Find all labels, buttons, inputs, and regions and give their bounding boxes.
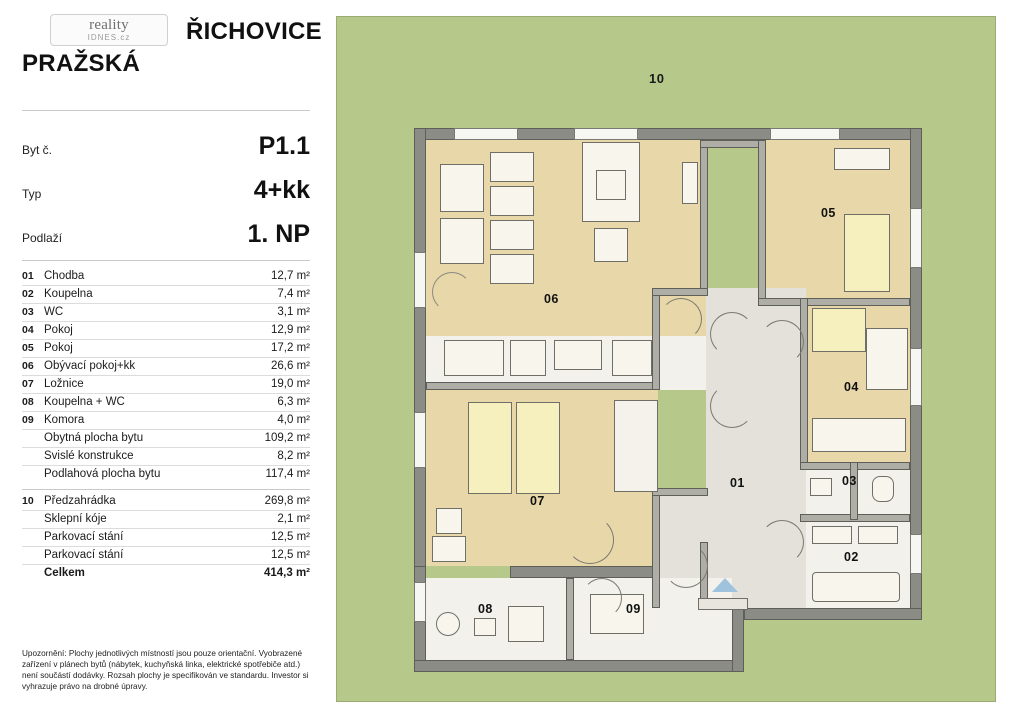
window-right-3 — [910, 534, 922, 574]
room-area: 4,0 m² — [277, 414, 310, 426]
wardrobe-04 — [866, 328, 908, 390]
extra-name: Sklepní kóje — [44, 513, 107, 525]
door-arc-4 — [710, 312, 754, 356]
room-area: 12,9 m² — [271, 324, 310, 336]
door-arc-9 — [582, 578, 622, 618]
window-right-1 — [910, 208, 922, 268]
table-row-extra — [22, 547, 310, 565]
door-arc-7 — [760, 520, 804, 564]
nightstand-07 — [436, 508, 462, 534]
entrance-marker-icon — [712, 578, 738, 592]
wardrobe-07 — [432, 536, 466, 562]
bed-05 — [844, 214, 890, 292]
bed-07-right — [516, 402, 560, 494]
room-name: WC — [44, 306, 64, 318]
table-row — [22, 340, 310, 358]
table-row — [22, 268, 310, 286]
room-number: 04 — [22, 324, 34, 336]
room-area: 26,6 m² — [271, 360, 310, 372]
logo-text-primary: reality — [89, 17, 129, 33]
bath-basin-1 — [812, 526, 852, 544]
extra-name: Předzahrádka — [44, 495, 116, 507]
summary-unit-value: P1.1 — [258, 132, 310, 160]
room-area: 19,0 m² — [271, 378, 310, 390]
wall-inner-4 — [758, 298, 910, 306]
shelf-04 — [812, 418, 906, 452]
room-number: 08 — [22, 396, 34, 408]
room-number: 09 — [22, 414, 34, 426]
total-area: 8,2 m² — [277, 450, 310, 462]
table-row — [22, 358, 310, 376]
coffee-table — [490, 254, 534, 284]
sofa-seat-3 — [490, 220, 534, 250]
room-number: 01 — [22, 270, 34, 282]
room-number: 03 — [22, 306, 34, 318]
summary-type-label: Typ — [22, 187, 42, 201]
wall-inner-12 — [652, 488, 660, 608]
room-name: Chodba — [44, 270, 85, 282]
table-row-extra — [22, 511, 310, 529]
summary-type — [22, 176, 310, 205]
room-number: 06 — [22, 360, 34, 372]
total-area: 109,2 m² — [264, 432, 310, 444]
cooktop — [444, 340, 504, 376]
basin-08 — [474, 618, 496, 636]
room-name: Pokoj — [44, 342, 73, 354]
info-panel — [0, 0, 336, 717]
room-number: 02 — [22, 288, 34, 300]
page-title-line1: ŘICHOVICE — [185, 18, 322, 45]
table-row-total — [22, 448, 310, 466]
room-name: Pokoj — [44, 324, 73, 336]
room-area-table — [22, 268, 310, 582]
extra-area: 2,1 m² — [277, 513, 310, 525]
door-arc-8 — [664, 544, 708, 588]
summary-unit-label: Byt č. — [22, 143, 53, 157]
table-row — [22, 322, 310, 340]
tv-panel — [596, 170, 626, 200]
room-name: Ložnice — [44, 378, 84, 390]
room-label-07: 07 — [530, 494, 545, 508]
summary-floor-value: 1. NP — [247, 220, 310, 248]
summary-floor-label: Podlaží — [22, 231, 63, 245]
table-row — [22, 412, 310, 430]
disclaimer-text: Upozornění: Plochy jednotlivých místností jsou pouze orientační. Vyobrazené zařízení v plánech bytů (nábytek, kuchyňská linka, elektrické spotřebiče atd.) není součástí dodávky. Rozsah plochy je specifikován ve standardu. Investor si vyhrazuje právo na drobné úpravy. — [22, 649, 309, 692]
wc-basin — [810, 478, 832, 496]
armchair-2 — [440, 218, 484, 264]
counter — [554, 340, 602, 370]
wall-inner-9 — [426, 382, 660, 390]
room-name: Komora — [44, 414, 85, 426]
fridge — [612, 340, 652, 376]
wall-left — [414, 128, 426, 578]
room-label-01: 01 — [730, 476, 745, 490]
room-area: 7,4 m² — [277, 288, 310, 300]
wc-toilet — [872, 476, 894, 502]
room-area: 17,2 m² — [271, 342, 310, 354]
table-row — [22, 394, 310, 412]
room-name: Koupelna + WC — [44, 396, 125, 408]
side-table — [594, 228, 628, 262]
table-row — [22, 376, 310, 394]
desk-05 — [834, 148, 890, 170]
wc-08 — [508, 606, 544, 642]
summary-floor — [22, 220, 310, 249]
wall-inner-1 — [700, 140, 708, 290]
total-name: Podlahová plocha bytu — [44, 468, 161, 480]
entrance-step — [698, 598, 748, 610]
sofa-seat-1 — [490, 152, 534, 182]
room-name: Koupelna — [44, 288, 93, 300]
wall-bottom-left — [414, 660, 744, 672]
table-row — [22, 304, 310, 322]
window-top-1 — [454, 128, 518, 140]
door-arc-1 — [432, 272, 472, 312]
window-top-2 — [574, 128, 638, 140]
room-label-05: 05 — [821, 206, 836, 220]
shower-08 — [436, 612, 460, 636]
bathtub — [812, 572, 900, 602]
room-area: 6,3 m² — [277, 396, 310, 408]
sink — [510, 340, 546, 376]
room-label-09: 09 — [626, 602, 641, 616]
extra-name: Parkovací stání — [44, 549, 124, 561]
room-area: 12,7 m² — [271, 270, 310, 282]
total-name: Obytná plocha bytu — [44, 432, 144, 444]
summary-unit — [22, 132, 310, 161]
window-left-3 — [414, 582, 426, 622]
window-right-2 — [910, 348, 922, 406]
door-arc-3 — [566, 516, 614, 564]
room-label-08: 08 — [478, 602, 493, 616]
room-label-04: 04 — [844, 380, 859, 394]
table-row-extra — [22, 529, 310, 547]
door-arc-5 — [710, 384, 754, 428]
total-area: 117,4 m² — [265, 468, 310, 480]
bath-basin-2 — [858, 526, 898, 544]
sofa-seat-2 — [490, 186, 534, 216]
wall-inner-11 — [652, 288, 708, 296]
table-row — [22, 286, 310, 304]
room-area: 3,1 m² — [277, 306, 310, 318]
room-number: 05 — [22, 342, 34, 354]
window-top-3 — [770, 128, 840, 140]
bed-04 — [812, 308, 866, 352]
stairs — [614, 400, 658, 492]
table-row-grand-total — [22, 565, 310, 582]
window-left-2 — [414, 412, 426, 468]
total-name: Svislé konstrukce — [44, 450, 134, 462]
armchair-1 — [440, 164, 484, 212]
wall-inner-14 — [566, 578, 574, 660]
summary-type-value: 4+kk — [253, 176, 310, 204]
logo-text-secondary: IDNES.cz — [87, 33, 131, 42]
garden-label: 10 — [649, 71, 665, 86]
room-label-02: 02 — [844, 550, 859, 564]
table-row-extra — [22, 489, 310, 511]
extra-area: 12,5 m² — [271, 549, 310, 561]
wall-inner-5 — [800, 298, 808, 468]
door-arc-2 — [660, 298, 702, 340]
table-row-total — [22, 466, 310, 483]
table-row-total — [22, 430, 310, 448]
floorplan-graphic — [336, 16, 1008, 702]
extra-area: 12,5 m² — [271, 531, 310, 543]
page-title-line2: PRAŽSKÁ — [22, 50, 141, 77]
divider-top — [22, 110, 310, 111]
grand-total-name: Celkem — [44, 567, 85, 579]
room-label-06: 06 — [544, 292, 559, 306]
door-arc-6 — [760, 320, 804, 364]
wall-inner-3 — [758, 140, 766, 304]
wall-inner-2 — [700, 140, 766, 148]
room-number: 07 — [22, 378, 34, 390]
wall-inner-10 — [652, 288, 660, 390]
wall-inner-13 — [652, 488, 708, 496]
room-label-03: 03 — [842, 474, 857, 488]
apartment-outline — [414, 112, 922, 672]
extra-number: 10 — [22, 495, 34, 507]
bed-07-left — [468, 402, 512, 494]
extra-area: 269,8 m² — [264, 495, 310, 507]
wall-inner-8 — [850, 462, 858, 520]
room-name: Obývací pokoj+kk — [44, 360, 136, 372]
grand-total-area: 414,3 m² — [263, 567, 310, 579]
extra-name: Parkovací stání — [44, 531, 124, 543]
tall-cabinet — [682, 162, 698, 204]
wall-bottom-right — [744, 608, 922, 620]
divider-middle — [22, 260, 310, 261]
window-left-1 — [414, 252, 426, 308]
